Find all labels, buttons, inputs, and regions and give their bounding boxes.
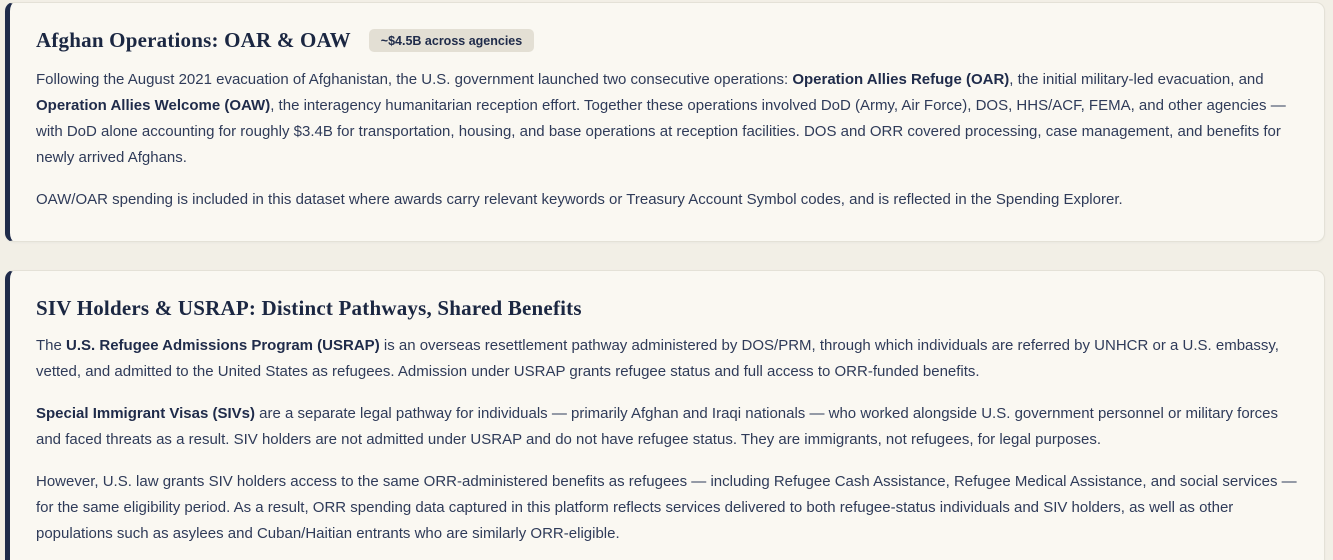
card-header xyxy=(36,28,1298,53)
card-siv-usrap xyxy=(5,270,1325,560)
paragraph-siv-definition: Special Immigrant Visas (SIVs) are a separate legal pathway for individuals — primarily Afghan and Iraqi nationals — who worked alongside U.S. government personnel or military forces and faced threats as a result. SIV holders are not admitted under USRAP and do not have refugee status. They are immigrants, not refugees, for legal purposes. xyxy=(36,405,1279,449)
paragraph-oar-oaw-overview: Following the August 2021 evacuation of Afghanistan, the U.S. government launched two consecutive operations: Operation Allies Refuge (OAR), the initial military-led evacuation, and Operation Allies Welcome (OAW), the interagency humanitarian reception effort. Together these operations involved DoD (Army, Air Force), DOS, HHS/ACF, FEMA, and other agencies — with DoD alone accounting for roughly $3.4B for transportation, housing, and base operations at reception facilities. DOS and ORR covered processing, case management, and benefits for newly arrived Afghans. xyxy=(36,71,1286,167)
card-afghan-operations xyxy=(5,2,1325,242)
spending-total-badge: ~$4.5B across agencies xyxy=(369,29,534,53)
card-title-siv-usrap: SIV Holders & USRAP: Distinct Pathways, Shared Benefits xyxy=(36,296,582,321)
paragraph-oaw-oar-dataset-note: OAW/OAR spending is included in this dataset where awards carry relevant keywords or Treasury Account Symbol codes, and is reflected in the Spending Explorer. xyxy=(36,191,1123,209)
paragraph-orr-benefits-note: However, U.S. law grants SIV holders access to the same ORR-administered benefits as refugees — including Refugee Cash Assistance, Refugee Medical Assistance, and social services — for the same eligibility period. As a result, ORR spending data captured in this platform reflects services delivered to both refugee-status individuals and SIV holders, as well as other populations such as asylees and Cuban/Haitian entrants who are similarly ORR-eligible. xyxy=(36,473,1297,543)
paragraph-usrap-definition: The U.S. Refugee Admissions Program (USRAP) is an overseas resettlement pathway administered by DOS/PRM, through which individuals are referred by UNHCR or a U.S. embassy, vetted, and admitted to the United States as refugees. Admission under USRAP grants refugee status and full access to ORR-funded benefits. xyxy=(36,337,1279,381)
card-title-afghan-operations: Afghan Operations: OAR & OAW xyxy=(36,28,351,52)
